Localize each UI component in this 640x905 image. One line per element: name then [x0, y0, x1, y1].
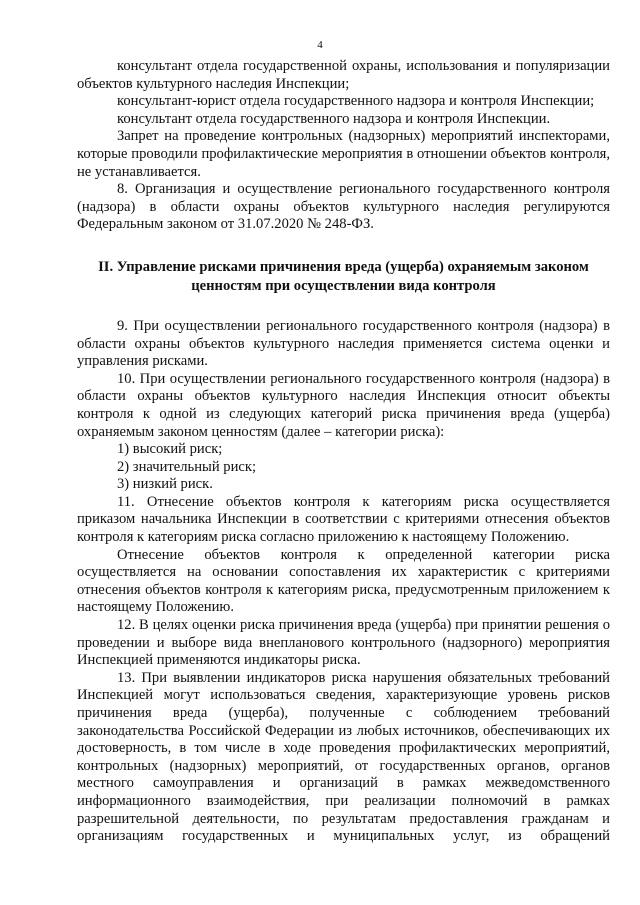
list-item-high-risk: 1) высокий риск; — [117, 441, 223, 458]
paragraph-item-13: 13. При выявлении индикаторов риска нарушения обязательных требований Инспекцией могут использоваться сведения, характеризующие уровень рисков причинения вреда (ущерба), полученные с соблюдением требований законодательства Российской Федерации из любых источников, обеспечивающих их достоверность, в том числе в ходе проведения профилактических мероприятий, контрольных (надзорных) мероприятий, от государственных органов, органов местного самоуправления и организаций в рамках межведомственного информационного взаимодействия, при реализации полномочий в рамках разрешительной деятельности, по результатам предоставления гражданам и организациям государственных и муниципальных услуг, из обращений — [77, 669, 610, 845]
document-body — [77, 58, 610, 846]
paragraph-consultant-protection: консультант отдела государственной охраны, использования и популяризации объектов культурного наследия Инспекции; — [77, 58, 610, 92]
section-heading: II. Управление рисками причинения вреда (ущерба) охраняемым законом ценностям при осуществлении вида контроля — [98, 258, 589, 294]
paragraph-prohibition: Запрет на проведение контрольных (надзорных) мероприятий инспекторами, которые проводили профилактические мероприятия в отношении объектов контроля, не устанавливается. — [77, 128, 610, 180]
paragraph-consultant-supervision: консультант отдела государственного надзора и контроля Инспекции. — [117, 110, 551, 127]
list-item-significant-risk: 2) значительный риск; — [117, 458, 257, 475]
paragraph-item-9: 9. При осуществлении регионального государственного контроля (надзора) в области охраны объектов культурного наследия применяется система оценки и управления рисками. — [77, 317, 610, 370]
list-item-low-risk: 3) низкий риск. — [117, 476, 213, 493]
paragraph-item-10: 10. При осуществлении регионального государственного контроля (надзора) в области охраны объектов культурного наследия Инспекция относит объекты контроля к одной из следующих категорий риска причинения вреда (ущерба) охраняемым законом ценностям (далее – категории риска): — [77, 370, 610, 440]
page-number: 4 — [317, 39, 323, 51]
paragraph-item-11: 11. Отнесение объектов контроля к категориям риска осуществляется приказом начальника Инспекции в соответствии с критериями отнесения объектов контроля к категориям риска согласно приложению к настоящему Положению. — [77, 493, 610, 546]
paragraph-consultant-lawyer: консультант-юрист отдела государственного надзора и контроля Инспекции; — [117, 93, 595, 110]
paragraph-item-12: 12. В целях оценки риска причинения вреда (ущерба) при принятии решения о проведении и выборе вида внепланового контрольного (надзорного) мероприятия Инспекцией применяются индикаторы риска. — [77, 617, 610, 669]
paragraph-risk-assignment: Отнесение объектов контроля к определенной категории риска осуществляется на основании сопоставления их характеристик с критериями отнесения объектов контроля к категориям риска, предусмотренным приложением к настоящему Положению. — [77, 546, 610, 616]
paragraph-item-8: 8. Организация и осуществление регионального государственного контроля (надзора) в области охраны объектов культурного наследия регулируются Федеральным законом от 31.07.2020 № 248-ФЗ. — [77, 181, 610, 233]
